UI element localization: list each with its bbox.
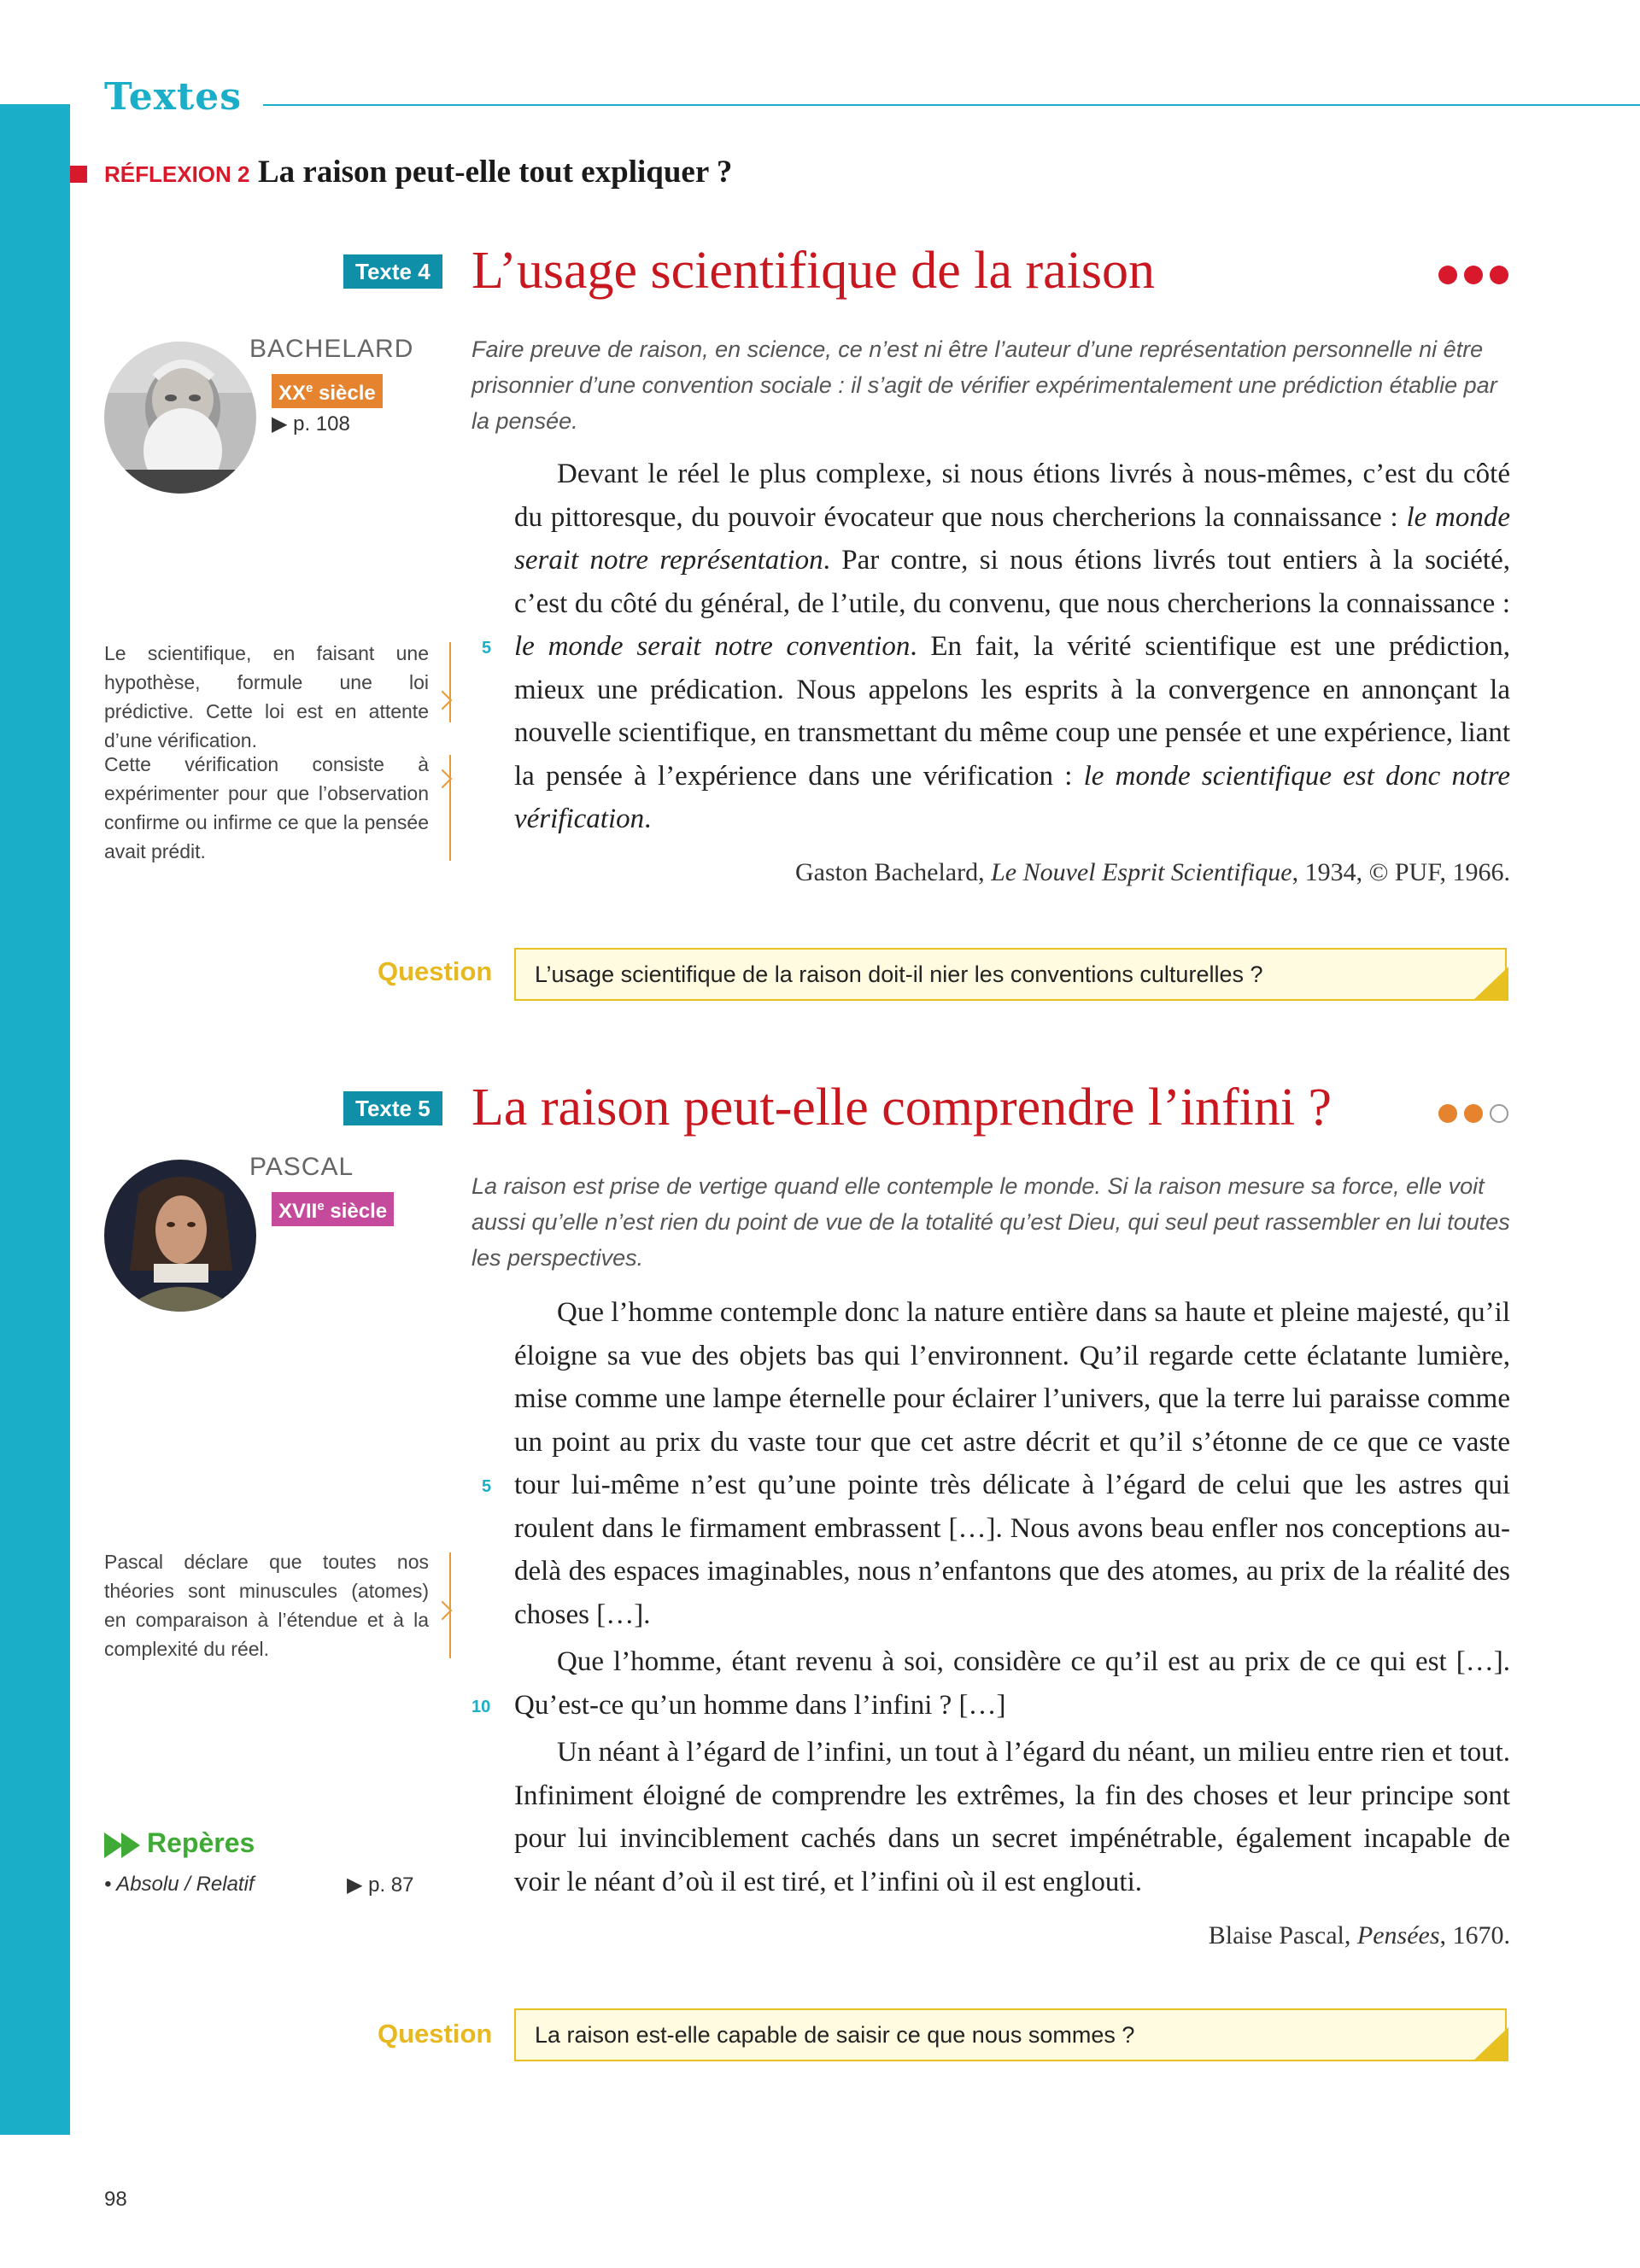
author-name: BACHELARD [249,335,414,363]
texte4-intro: Faire preuve de raison, en science, ce n’est ni être l’auteur d’une représentation personnelle ni être prisonnier d’une convention sociale : il s’agit de vérifier expérimentalement une prédiction établie par la pensée. [472,336,1497,434]
texte4-title: L’usage scientifique de la raison [472,242,1156,300]
line-number: 5 [482,639,492,658]
difficulty-dot-filled [1438,1104,1457,1123]
reflexion-question: La raison peut-elle tout expliquer ? [258,155,733,190]
author-name: PASCAL [249,1153,354,1181]
margin-note: Le scientifique, en faisant une hypothèse, formule une loi prédictive. Cette loi est en attente d’une vérification. [104,642,429,751]
author-page-ref: ▶ p. 108 [272,412,350,435]
margin-note: Pascal déclare que toutes nos théories sont minuscules (atomes) en comparaison à l’étendue et à la complexité du réel. [104,1551,429,1660]
texte5-intro: La raison est prise de vertige quand elle contemple le monde. Si la raison mesure sa force, elle voit aussi qu’elle n’est rien du point de vue de la totalité qu’est Dieu, qui seul peut rassembler en lui toutes les perspectives. [472,1173,1510,1271]
question-box [514,2008,1507,2061]
difficulty-dot-filled [1490,266,1508,284]
line-number: 5 [482,1477,492,1496]
paragraph: Un néant à l’égard de l’infini, un tout à l’égard du néant, un milieu entre rien et tout. Infiniment éloigné de comprendre les extrêmes, la fin des choses et leur principe sont pour lui invinciblement cachés dans un secret impénétrable, également incapable de voir le néant d’où il est tiré, et l’infini où il est englouti. [514,1737,1510,1897]
question-label: Question [378,2019,493,2049]
paragraph: Que l’homme, étant revenu à soi, considère ce qu’il est au prix de ce qui est […]. Qu’est-ce qu’un homme dans l’infini ? […] [514,1646,1510,1721]
difficulty-dot-filled [1464,1104,1483,1123]
difficulty-dot-filled [1438,266,1457,284]
difficulty-dot-empty [1490,1104,1508,1123]
paragraph: Que l’homme contemple donc la nature entière dans sa haute et pleine majesté, qu’il éloigne sa vue des objets bas qui l’environnent. Qu’il regarde cette éclatante lumière, mise comme une lampe éternelle pour éclairer l’univers, que la terre lui paraisse comme un point au prix du vaste tour que cet astre décrit et qu’il s’étonne de ce que ce vaste tour lui-même n’est qu’une pointe très délicate à l’égard de celui que les astres qui roulent dans le firmament embrassent […]. Nous avons beau enfler nos conceptions au-delà des espaces imaginables, nous n’enfantons que des atomes, au prix de la réalité des choses […]. [514,1297,1510,1630]
line-number: 10 [472,1698,491,1716]
bachelard-portrait [104,342,256,494]
question-corner [1473,967,1508,1001]
sidebar-accent-bar [0,104,70,2135]
texte4-citation: Gaston Bachelard, Le Nouvel Esprit Scientifique, 1934, © PUF, 1966. [795,858,1510,886]
texte5-citation: Blaise Pascal, Pensées, 1670. [1208,1921,1510,1949]
texte5-body [514,1291,1510,1903]
question-box [514,948,1507,1001]
texte5-badge: Texte 5 [343,1091,442,1125]
question-corner [1473,2027,1508,2061]
reperes-item: • Absolu / Relatif [104,1873,255,1896]
question-label: Question [378,956,493,986]
question-text: La raison est-elle capable de saisir ce que nous sommes ? [535,2022,1135,2048]
reperes-page-ref: ▶ p. 87 [347,1873,414,1897]
section-title: Textes [104,75,243,119]
texte5-title: La raison peut-elle comprendre l’infini ? [472,1078,1332,1137]
reflexion-label: RÉFLEXION 2 [104,161,250,187]
difficulty-dot-filled [1464,266,1483,284]
reperes-title: Repères [147,1827,255,1858]
texte4-badge: Texte 4 [343,254,442,289]
texte4-body: Devant le réel le plus complexe, si nous étions livrés à nous-mêmes, c’est du côté du pittoresque, du pouvoir évocateur que nous chercherions la connaissance : le monde serait notre représentation. Par contre, si nous étions livrés tout entiers à la société, c’est du côté du général, de l’utile, du convenu, que nous chercherions la connaissance : le monde serait notre convention. En fait, la vérité scientifique est une prédiction, mieux une prédication. Nous appelons les esprits à la convergence en annonçant la nouvelle scientifique, en transmettant du même coup une pensée et une expérience, liant la pensée à l’expérience dans une vérification : le monde scientifique est donc notre vérification. [514,459,1510,834]
reflexion-marker [70,166,87,183]
question-text: L’usage scientifique de la raison doit-il nier les conventions culturelles ? [535,962,1263,987]
header-rule [263,104,1640,106]
page-number: 98 [104,2188,127,2211]
margin-note: Cette vérification consiste à expérimenter pour que l’observation confirme ou infirme ce que la pensée avait prédit. [104,753,429,862]
century-badge: XXe siècle [272,374,383,408]
pascal-portrait [104,1160,256,1312]
note-brace [437,642,451,722]
century-badge: XVIIe siècle [272,1192,394,1226]
reperes-icon [104,1833,144,1862]
